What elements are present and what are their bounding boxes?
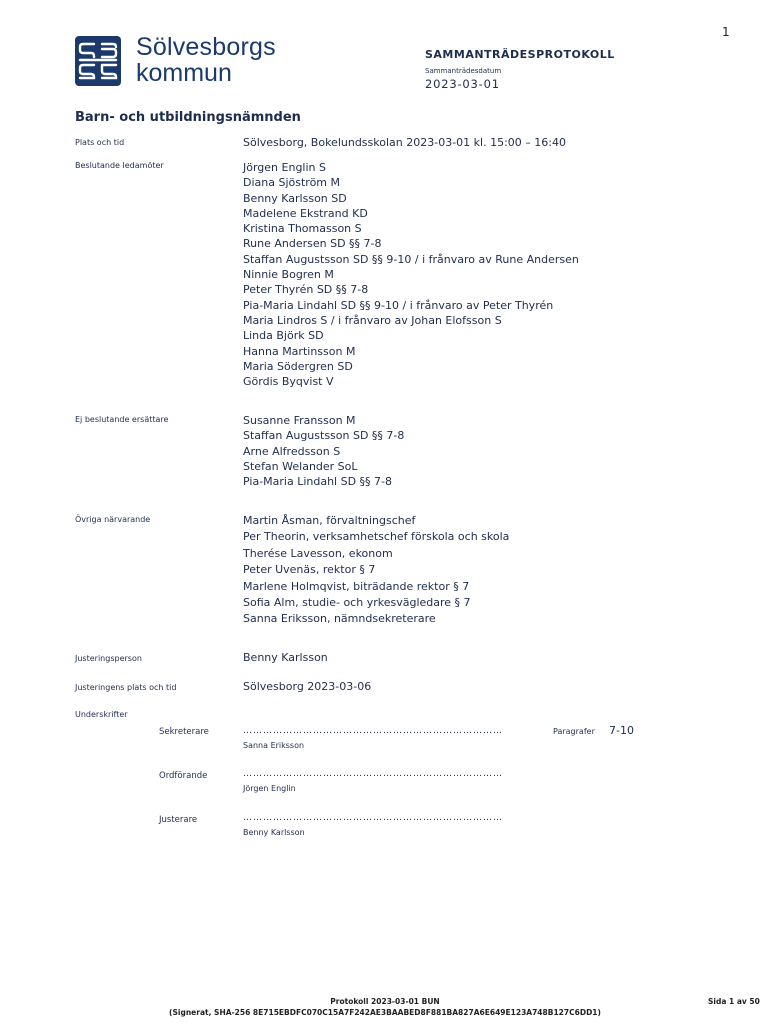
footer-signature-hash: (Signerat, SHA-256 8E715EBDFC070C15A7F242AE3BAABED8F881BA827A6E649E123A748B127C6DD1) [169, 1008, 601, 1017]
document-title: SAMMANTRÄDESPROTOKOLL [425, 48, 615, 61]
adjuster-role: Justerare [159, 815, 198, 825]
footer-page-count: Sida 1 av 50 [708, 997, 760, 1006]
adjuster-signature-line: …………………………………………………………………… [243, 813, 503, 823]
substitutes-list [243, 413, 404, 489]
others-present-label: Övriga närvarande [75, 515, 151, 524]
adjustment-place-value: Sölvesborg 2023-03-06 [243, 680, 372, 693]
list-item: Diana Sjöström M [243, 176, 341, 190]
secretary-role: Sekreterare [159, 727, 209, 737]
signatures-label: Underskrifter [75, 710, 128, 719]
adjuster-label: Justeringsperson [75, 654, 142, 663]
list-item: Hanna Martinsson M [243, 344, 356, 358]
list-item: Jörgen Englin S [243, 161, 326, 174]
list-item: Pia-Maria Lindahl SD §§ 7-8 [243, 475, 393, 489]
list-item: Arne Alfredsson S [243, 444, 341, 458]
list-item: Martin Åsman, förvaltningschef [243, 514, 416, 527]
adjustment-place-label: Justeringens plats och tid [75, 683, 177, 692]
chair-name: Jörgen Englin [243, 784, 296, 793]
paragraphs-value: 7-10 [609, 724, 634, 737]
list-item: Maria Lindros S / i frånvaro av Johan Elofsson S [243, 313, 502, 327]
secretary-name: Sanna Eriksson [243, 741, 305, 750]
list-item: Marlene Holmqvist, biträdande rektor § 7 [243, 579, 470, 593]
list-item: Peter Thyrén SD §§ 7-8 [243, 283, 369, 297]
org-name-line2: kommun [136, 59, 232, 87]
paragraphs-label: Paragrafer [553, 727, 595, 736]
meeting-date-label: Sammanträdesdatum [425, 67, 502, 75]
place-time-label: Plats och tid [75, 138, 125, 147]
list-item: Kristina Thomasson S [243, 222, 362, 236]
substitutes-label: Ej beslutande ersättare [75, 415, 169, 424]
place-time-value: Sölvesborg, Bokelundsskolan 2023-03-01 kl. 15:00 – 16:40 [243, 136, 566, 149]
list-item: Stefan Welander SoL [243, 459, 358, 473]
chair-role: Ordförande [159, 771, 208, 781]
others-present-list [243, 513, 509, 628]
chair-signature-line: …………………………………………………………………… [243, 769, 503, 779]
list-item: Sanna Eriksson, nämndsekreterare [243, 612, 436, 626]
list-item: Ninnie Bogren M [243, 268, 334, 282]
list-item: Madelene Ekstrand KD [243, 206, 368, 220]
list-item: Gördis Byqvist V [243, 375, 334, 389]
secretary-signature-line: …………………………………………………………………… [243, 726, 503, 736]
list-item: Per Theorin, verksamhetschef förskola och skola [243, 530, 510, 544]
list-item: Maria Södergren SD [243, 359, 353, 373]
list-item: Staffan Augustsson SD §§ 7-8 [243, 429, 405, 443]
list-item: Pia-Maria Lindahl SD §§ 9-10 / i frånvaro av Peter Thyrén [243, 298, 554, 312]
municipality-logo-icon [75, 36, 121, 86]
committee-name: Barn- och utbildningsnämnden [75, 110, 301, 125]
list-item: Peter Uvenäs, rektor § 7 [243, 563, 376, 577]
voting-members-label: Beslutande ledamöter [75, 161, 164, 170]
list-item: Sofia Alm, studie- och yrkesvägledare § 7 [243, 596, 471, 610]
list-item: Staffan Augustsson SD §§ 9-10 / i frånvaro av Rune Andersen [243, 252, 579, 266]
voting-members-list [243, 160, 579, 389]
list-item: Rune Andersen SD §§ 7-8 [243, 237, 382, 251]
list-item: Therése Lavesson, ekonom [243, 546, 393, 560]
list-item: Benny Karlsson SD [243, 191, 347, 205]
org-name-line1: Sölvesborgs [136, 33, 276, 61]
adjuster-value: Benny Karlsson [243, 651, 328, 664]
page-number: 1 [722, 25, 730, 39]
adjuster-name: Benny Karlsson [243, 828, 305, 837]
list-item: Linda Björk SD [243, 329, 324, 343]
list-item: Susanne Fransson M [243, 414, 356, 427]
footer-protocol: Protokoll 2023-03-01 BUN [330, 997, 440, 1006]
meeting-date-value: 2023-03-01 [425, 77, 500, 91]
